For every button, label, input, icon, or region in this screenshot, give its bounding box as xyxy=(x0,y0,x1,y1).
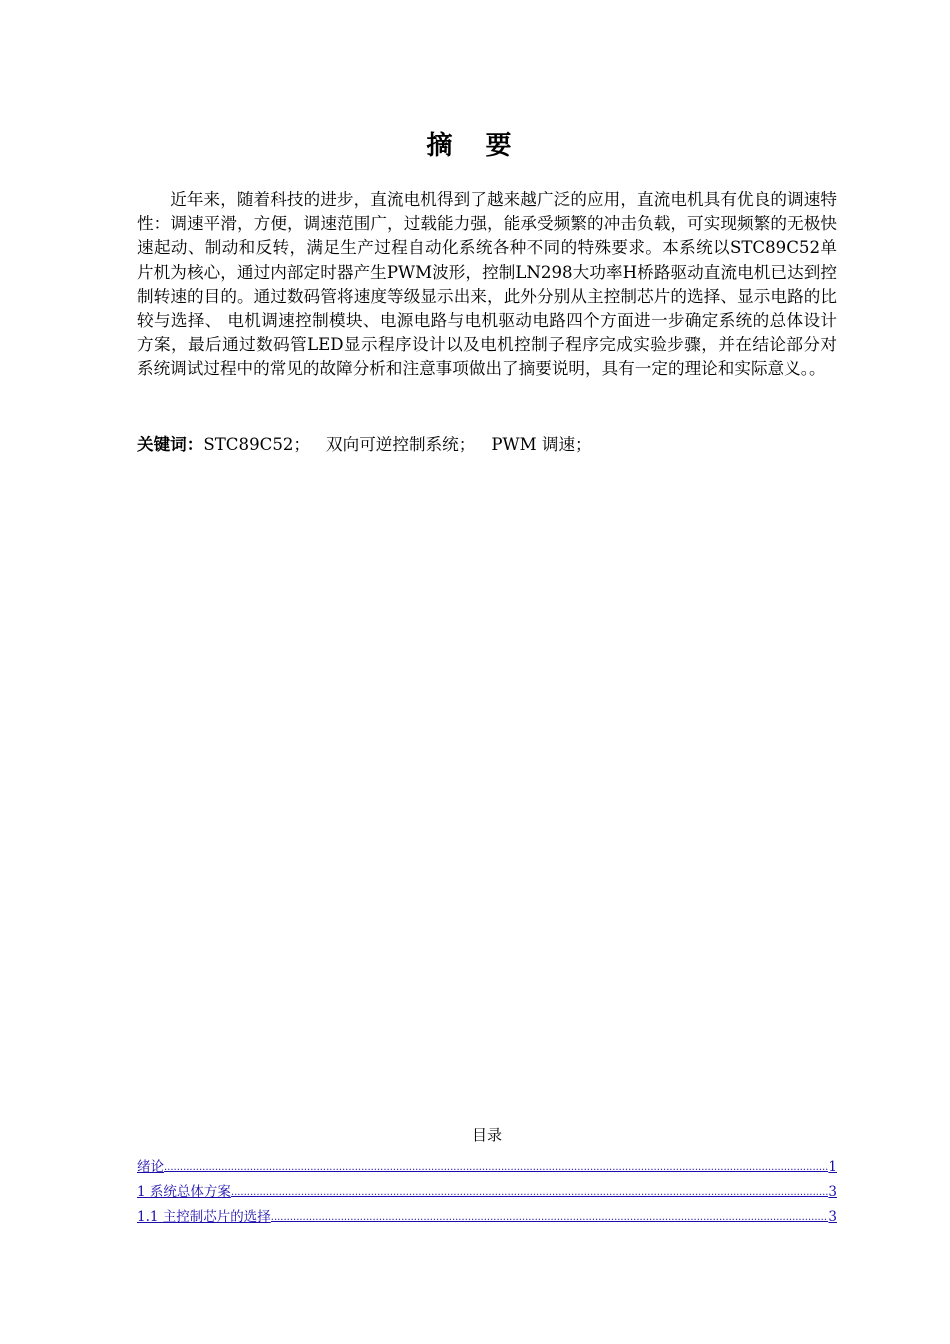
table-of-contents xyxy=(137,1150,837,1225)
toc-entry-text: 1 系统总体方案 xyxy=(137,1184,231,1200)
keywords-label: 关键词： xyxy=(137,435,204,454)
toc-entry-text: 绪论 xyxy=(137,1159,164,1175)
toc-entry-system-overall-plan[interactable] xyxy=(137,1175,837,1200)
toc-dot-leader xyxy=(164,1161,828,1175)
toc-entry-main-chip-selection[interactable] xyxy=(137,1200,837,1225)
toc-entry-page: 1 xyxy=(828,1159,837,1175)
abstract-title: 摘 要 xyxy=(426,131,524,161)
abstract-body: 近年来，随着科技的进步，直流电机得到了越来越广泛的应用，直流电机具有优良的调速特性：调速平滑，方便，调速范围广，过载能力强，能承受频繁的冲击负载，可实现频繁的无极快速起动、制动和反转，满足生产过程自动化系统各种不同的特殊要求。本系统以STC89C52单片机为核心，通过内部定时器产生PWM波形，控制LN298大功率H桥路驱动直流电机已达到控制转速的目的。通过数码管将速度等级显示出来，此外分别从主控制芯片的选择、显示电路的比较与选择、 电机调速控制模块、电源电路与电机驱动电路四个方面进一步确定系统的总体设计方案，最后通过数码管LED显示程序设计以及电机控制子程序完成实验步骤，并在结论部分对系统调试过程中的常见的故障分析和注意事项做出了摘要说明，具有一定的理论和实际意义。。 xyxy=(137,190,837,379)
toc-entry-page: 3 xyxy=(828,1209,837,1225)
keyword-item: STC89C52； xyxy=(203,435,311,454)
toc-entry-introduction[interactable] xyxy=(137,1150,837,1175)
toc-entry-text: 1.1 主控制芯片的选择 xyxy=(137,1209,271,1225)
keywords-line xyxy=(137,433,837,457)
keyword-item: PWM 调速； xyxy=(491,435,592,454)
toc-title: 目录 xyxy=(471,1126,502,1144)
keyword-item: 双向可逆控制系统； xyxy=(326,435,476,454)
toc-entry-page: 3 xyxy=(828,1184,837,1200)
toc-dot-leader xyxy=(271,1211,829,1225)
toc-dot-leader xyxy=(231,1186,829,1200)
